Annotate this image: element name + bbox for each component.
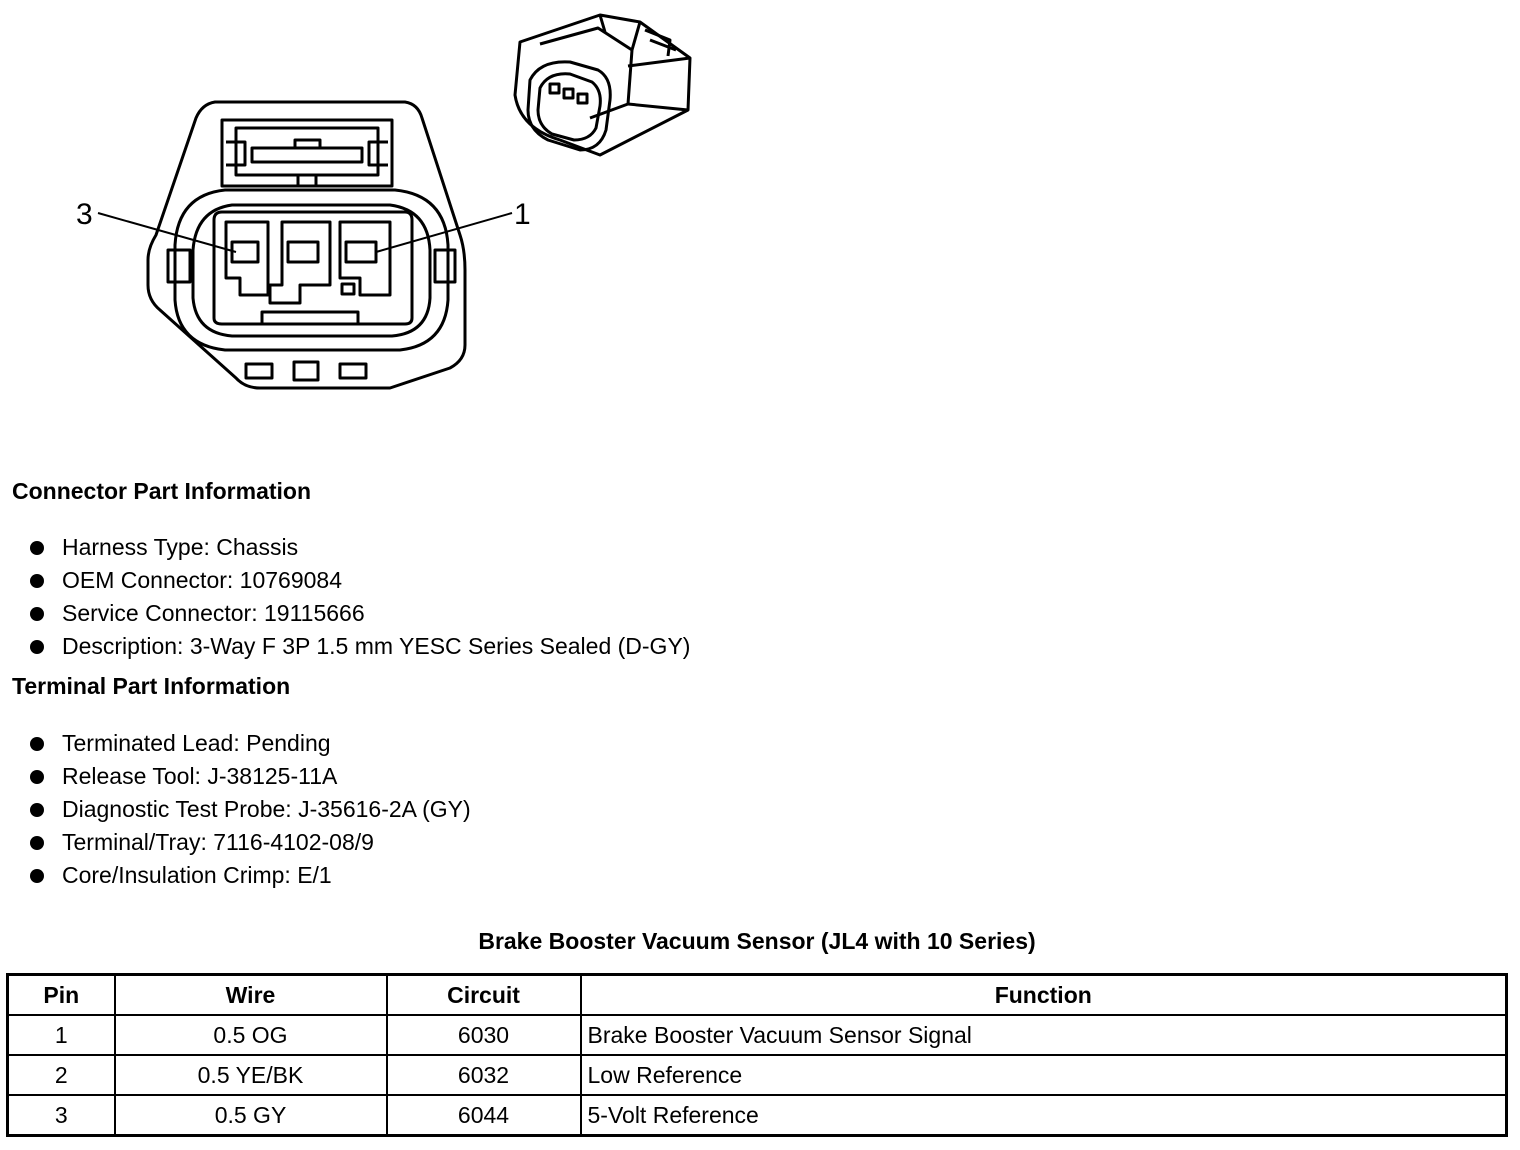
- list-item-text: Terminated Lead: Pending: [62, 730, 331, 756]
- list-item: [28, 859, 471, 892]
- table-row: [8, 1095, 1507, 1136]
- cell-wire: 0.5 YE/BK: [115, 1055, 387, 1095]
- cell-circuit: 6030: [387, 1015, 581, 1055]
- leader-line-1: [376, 213, 512, 252]
- bullet-icon: [30, 640, 44, 654]
- bullet-icon: [30, 869, 44, 883]
- list-item: [28, 630, 690, 663]
- list-item: [28, 760, 471, 793]
- cell-wire: 0.5 GY: [115, 1095, 387, 1136]
- list-item-text: Release Tool: J-38125-11A: [62, 763, 338, 789]
- list-item-text: OEM Connector: 10769084: [62, 567, 343, 593]
- table-row: [8, 1015, 1507, 1055]
- terminal-info-heading: Terminal Part Information: [12, 673, 291, 699]
- cell-circuit: 6032: [387, 1055, 581, 1095]
- pin-label-3: 3: [76, 198, 93, 231]
- bullet-icon: [30, 803, 44, 817]
- table-title: Brake Booster Vacuum Sensor (JL4 with 10 Series): [478, 928, 1036, 954]
- cell-circuit: 6044: [387, 1095, 581, 1136]
- cell-pin: 2: [8, 1055, 115, 1095]
- bullet-icon: [30, 574, 44, 588]
- list-item-text: Core/Insulation Crimp: E/1: [62, 862, 332, 888]
- column-header-pin: Pin: [8, 975, 115, 1016]
- cell-function: 5-Volt Reference: [581, 1095, 1507, 1136]
- list-item-text: Service Connector: 19115666: [62, 600, 365, 626]
- column-header-circuit: Circuit: [387, 975, 581, 1016]
- bullet-icon: [30, 770, 44, 784]
- list-item: [28, 597, 690, 630]
- connector-iso-view: [515, 15, 690, 155]
- list-item-text: Harness Type: Chassis: [62, 534, 299, 560]
- cell-pin: 1: [8, 1015, 115, 1055]
- list-item: [28, 564, 690, 597]
- list-item-text: Description: 3-Way F 3P 1.5 mm YESC Series Sealed (D-GY): [62, 633, 691, 659]
- column-header-wire: Wire: [115, 975, 387, 1016]
- bullet-icon: [30, 737, 44, 751]
- terminal-info-list: [28, 727, 471, 892]
- bullet-icon: [30, 541, 44, 555]
- bullet-icon: [30, 607, 44, 621]
- list-item: [28, 531, 690, 564]
- table-row: [8, 1055, 1507, 1095]
- bullet-icon: [30, 836, 44, 850]
- connector-info-heading: Connector Part Information: [12, 478, 312, 504]
- pinout-table: [6, 973, 1508, 1137]
- inner-seal: [193, 205, 430, 336]
- list-item: [28, 793, 471, 826]
- list-item-text: Diagnostic Test Probe: J-35616-2A (GY): [62, 796, 471, 822]
- list-item: [28, 727, 471, 760]
- cell-function: Low Reference: [581, 1055, 1507, 1095]
- list-item-text: Terminal/Tray: 7116-4102-08/9: [62, 829, 374, 855]
- column-header-function: Function: [581, 975, 1507, 1016]
- table-header-row: [8, 975, 1507, 1016]
- connector-diagram: [0, 0, 760, 430]
- cell-function: Brake Booster Vacuum Sensor Signal: [581, 1015, 1507, 1055]
- cell-pin: 3: [8, 1095, 115, 1136]
- cell-wire: 0.5 OG: [115, 1015, 387, 1055]
- list-item: [28, 826, 471, 859]
- connector-info-list: [28, 531, 690, 663]
- pin-label-1: 1: [514, 198, 531, 231]
